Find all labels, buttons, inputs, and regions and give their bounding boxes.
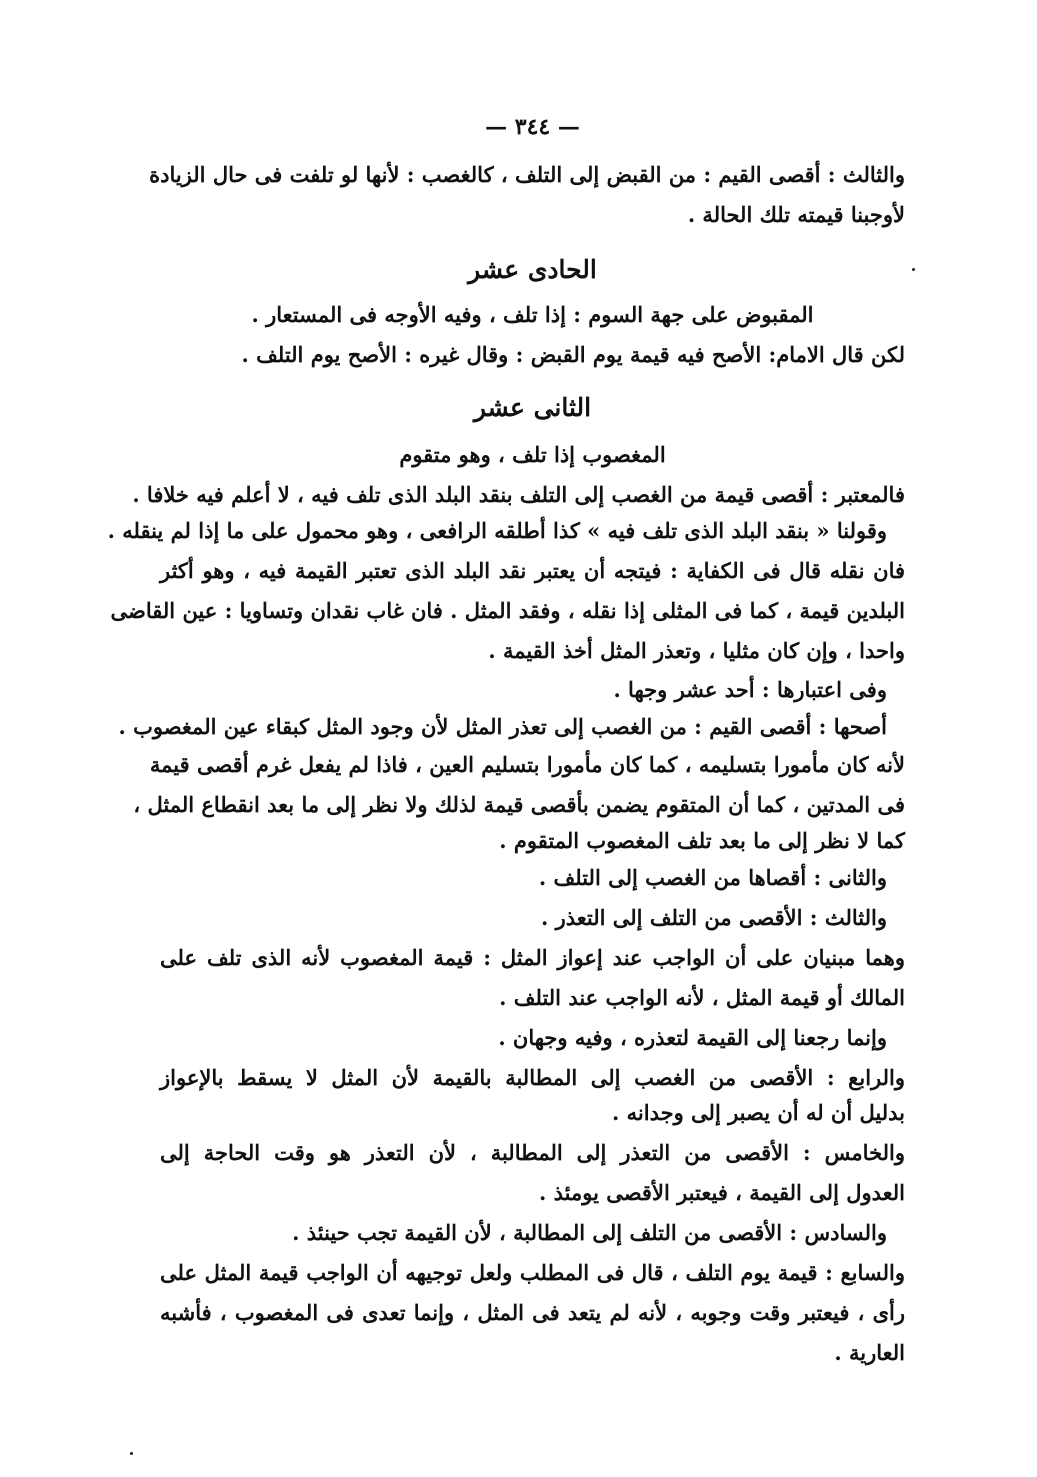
text-line: لأنه كان مأمورا بتسليمه ، كما كان مأمورا بتسليم العين ، فاذا لم يفعل غرم أقصى قيمة xyxy=(149,752,905,777)
text-line: واحدا ، وإن كان مثليا ، وتعذر المثل أخذ القيمة . xyxy=(488,638,905,663)
text-line: وهما مبنيان على أن الواجب عند إعواز المثل : قيمة المغصوب لأنه الذى تلف على xyxy=(160,945,905,970)
section-heading: الحادى عشر xyxy=(468,255,597,284)
print-speck xyxy=(912,268,915,271)
text-line: أصحها : أقصى القيم : من الغصب إلى تعذر المثل لأن وجود المثل كبقاء عين المغصوب . xyxy=(118,714,887,739)
text-line: والثالث : الأقصى من التلف إلى التعذر . xyxy=(540,905,887,930)
text-line: العدول إلى القيمة ، فيعتبر الأقصى يومئذ . xyxy=(538,1180,905,1205)
text-line: المقبوض على جهة السوم : إذا تلف ، وفيه الأوجه فى المستعار . xyxy=(251,302,814,327)
section-subheading: المغصوب إذا تلف ، وهو متقوم xyxy=(399,442,666,467)
text-line: والرابع : الأقصى من الغصب إلى المطالبة بالقيمة لأن المثل لا يسقط بالإعواز xyxy=(160,1065,905,1090)
text-line: فى المدتين ، كما أن المتقوم يضمن بأقصى قيمة لذلك ولا نظر إلى ما بعد انقطاع المثل ، xyxy=(133,792,905,817)
text-line: المالك أو قيمة المثل ، لأنه الواجب عند التلف . xyxy=(499,985,905,1010)
text-line: والثالث : أقصى القيم : من القبض إلى التلف ، كالغصب : لأنها لو تلفت فى حال الزيادة xyxy=(149,162,905,187)
section-heading: الثانى عشر xyxy=(473,393,592,422)
text-line: رأى ، فيعتبر وقت وجوبه ، لأنه لم يتعد فى المثل ، وإنما تعدى فى المغصوب ، فأشبه xyxy=(160,1300,905,1325)
text-line: فالمعتبر : أقصى قيمة من الغصب إلى التلف بنقد البلد الذى تلف فيه ، لا أعلم فيه خلافا . xyxy=(132,482,905,507)
text-line: العارية . xyxy=(834,1340,905,1365)
text-line: وقولنا « بنقد البلد الذى تلف فيه » كذا أطلقه الرافعى ، وهو محمول على ما إذا لم ينقله . xyxy=(107,518,887,543)
text-line: لكن قال الامام: الأصح فيه قيمة يوم القبض : وقال غيره : الأصح يوم التلف . xyxy=(241,342,905,367)
text-line: البلدين قيمة ، كما فى المثلى إذا نقله ، وفقد المثل . فان غاب نقدان وتساويا : عين القاضى xyxy=(110,598,905,623)
text-line: كما لا نظر إلى ما بعد تلف المغصوب المتقوم . xyxy=(499,828,905,853)
text-line: وفى اعتبارها : أحد عشر وجها . xyxy=(613,677,887,702)
print-speck xyxy=(130,1452,133,1455)
text-line: لأوجبنا قيمته تلك الحالة . xyxy=(687,202,905,227)
text-line: فان نقله قال فى الكفاية : فيتجه أن يعتبر نقد البلد الذى تعتبر القيمة فيه ، وهو أكثر xyxy=(160,558,905,583)
text-line: والخامس : الأقصى من التعذر إلى المطالبة ، لأن التعذر هو وقت الحاجة إلى xyxy=(160,1140,905,1165)
page-number: — ٣٤٤ — xyxy=(485,114,580,140)
text-line: والسادس : الأقصى من التلف إلى المطالبة ، لأن القيمة تجب حينئذ . xyxy=(292,1220,887,1245)
text-line: والسابع : قيمة يوم التلف ، قال فى المطلب ولعل توجيهه أن الواجب قيمة المثل على xyxy=(160,1260,905,1285)
text-line: بدليل أن له أن يصبر إلى وجدانه . xyxy=(612,1100,905,1125)
text-line: وإنما رجعنا إلى القيمة لتعذره ، وفيه وجهان . xyxy=(498,1025,887,1050)
text-line: والثانى : أقصاها من الغصب إلى التلف . xyxy=(538,865,887,890)
